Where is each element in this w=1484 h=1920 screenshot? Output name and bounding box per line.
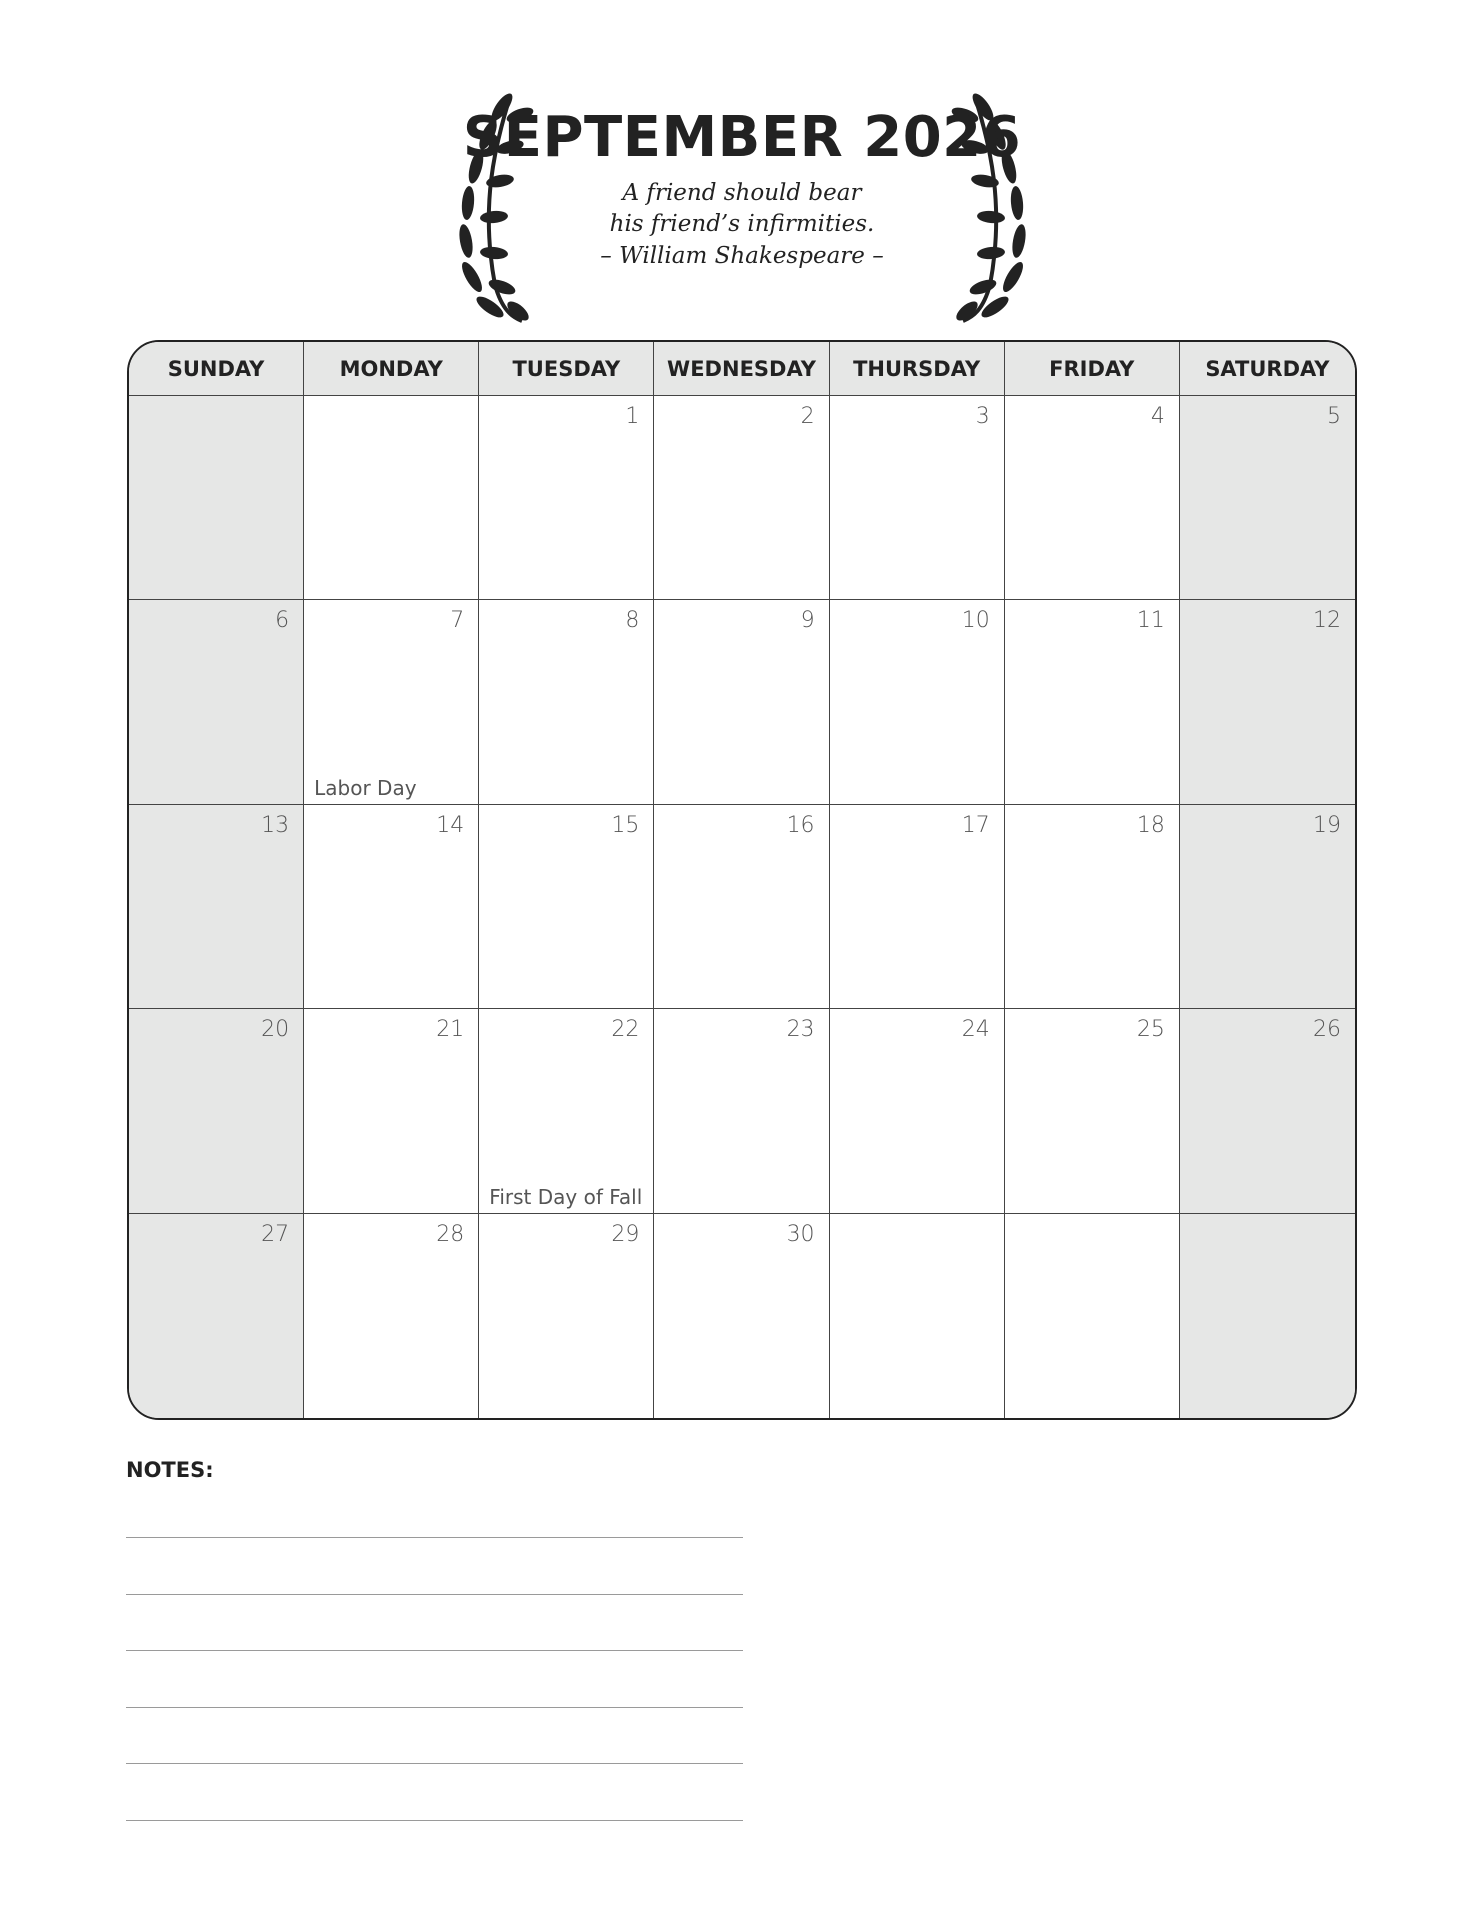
day-cell[interactable] [1180,1009,1355,1213]
day-cell[interactable] [129,1214,304,1418]
day-cell[interactable] [479,396,654,600]
day-header-wednesday: WEDNESDAY [654,342,829,396]
day-cell[interactable] [654,600,829,804]
month-title: SEPTEMBER 2026 [462,105,1022,170]
day-cell[interactable] [830,805,1005,1009]
day-cell[interactable] [1005,396,1180,600]
quote-attribution: – William Shakespeare – [600,243,884,269]
day-header-sunday: SUNDAY [129,342,304,396]
day-cell[interactable] [304,1214,479,1418]
day-cell[interactable] [1180,805,1355,1009]
note-line[interactable] [126,1707,743,1708]
day-number: 6 [275,608,290,634]
quote-line: his friend’s infirmities. [609,211,875,237]
day-cell[interactable] [1005,1009,1180,1213]
day-number: 27 [261,1221,290,1247]
day-cell[interactable] [479,1214,654,1418]
day-number: 10 [961,608,990,634]
event-label: First Day of Fall [489,1184,643,1209]
day-cell[interactable] [479,600,654,804]
day-header-monday: MONDAY [304,342,479,396]
day-cell[interactable] [479,1009,654,1213]
day-number: 1 [625,404,640,429]
day-cell[interactable] [1180,396,1355,600]
day-cell[interactable] [830,396,1005,600]
note-line[interactable] [126,1820,743,1821]
day-number: 5 [1326,404,1341,429]
calendar-grid-body [129,342,1355,1418]
day-cell[interactable] [479,805,654,1009]
day-cell[interactable] [1180,600,1355,804]
day-number: 2 [800,404,815,429]
day-number: 16 [786,812,815,838]
day-number: 22 [611,1017,640,1043]
day-cell[interactable] [654,396,829,600]
day-number: 14 [436,812,465,838]
day-number: 19 [1312,812,1341,838]
quote-line: A friend should bear [622,180,862,206]
day-cell[interactable] [129,600,304,804]
day-number: 28 [436,1221,465,1247]
day-cell[interactable] [129,805,304,1009]
day-number: 4 [1150,404,1165,429]
day-cell[interactable] [830,1009,1005,1213]
day-cell[interactable] [129,1009,304,1213]
day-cell[interactable] [1005,1214,1180,1418]
note-line[interactable] [126,1537,743,1538]
day-number: 23 [786,1017,815,1043]
day-cell[interactable] [654,1009,829,1213]
day-cell[interactable] [830,600,1005,804]
day-cell[interactable] [654,805,829,1009]
day-number: 8 [625,608,640,634]
day-cell[interactable] [1005,600,1180,804]
day-cell[interactable] [1180,1214,1355,1418]
calendar-grid [127,340,1357,1420]
day-number: 20 [261,1017,290,1043]
day-cell[interactable] [304,1009,479,1213]
day-number: 24 [961,1017,990,1043]
day-header-tuesday: TUESDAY [479,342,654,396]
day-number: 21 [436,1017,465,1043]
note-line[interactable] [126,1763,743,1764]
day-cell[interactable] [304,805,479,1009]
event-label: Labor Day [314,775,417,800]
calendar-header [0,0,1484,330]
note-line[interactable] [126,1650,743,1651]
day-number: 3 [975,404,990,429]
day-number: 26 [1312,1017,1341,1043]
day-number: 25 [1136,1017,1165,1043]
day-number: 9 [800,608,815,634]
day-number: 15 [611,812,640,838]
day-cell[interactable] [654,1214,829,1418]
day-number: 13 [261,812,290,838]
day-number: 18 [1136,812,1165,838]
day-cell[interactable] [304,600,479,804]
day-number: 30 [786,1221,815,1247]
day-cell[interactable] [830,1214,1005,1418]
day-number: 17 [961,812,990,838]
day-cell[interactable] [304,396,479,600]
day-header-friday: FRIDAY [1005,342,1180,396]
note-line[interactable] [126,1594,743,1595]
day-number: 12 [1312,608,1341,634]
day-number: 11 [1136,608,1165,634]
day-header-thursday: THURSDAY [830,342,1005,396]
day-number: 7 [450,608,465,634]
day-header-saturday: SATURDAY [1180,342,1355,396]
day-number: 29 [611,1221,640,1247]
notes-label: NOTES: [126,1458,214,1482]
day-cell[interactable] [129,396,304,600]
day-cell[interactable] [1005,805,1180,1009]
